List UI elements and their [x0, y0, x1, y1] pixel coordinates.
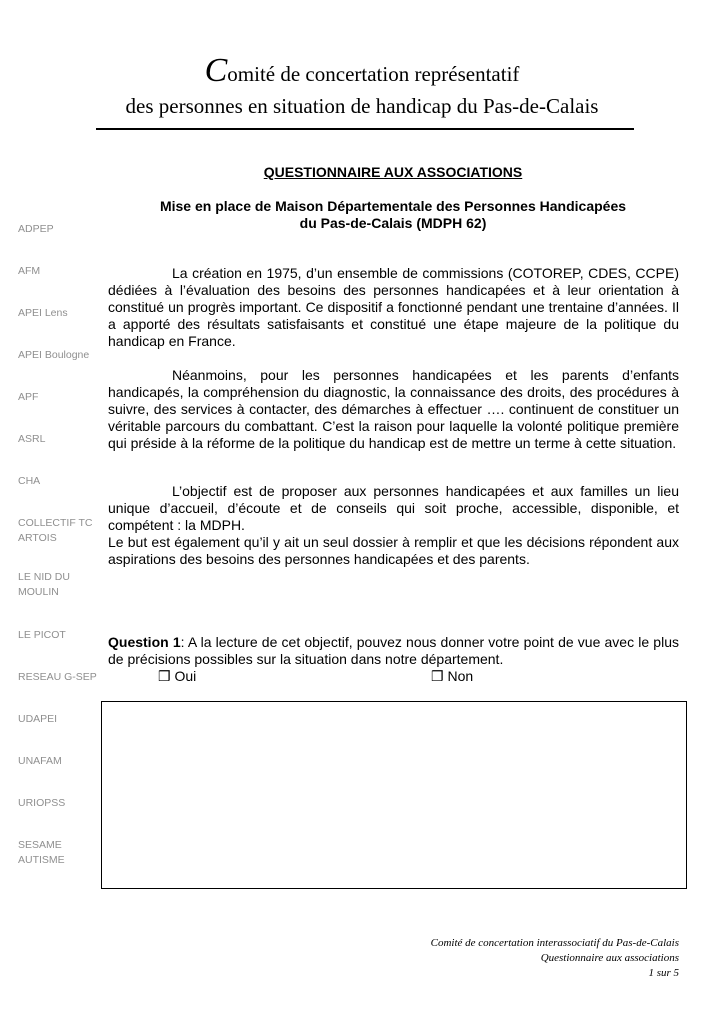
sidebar-item: LE PICOT — [18, 629, 66, 641]
body-paragraph-2 — [108, 367, 679, 452]
sidebar-item: ASRL — [18, 433, 46, 445]
footer-line-1: Comité de concertation interassociatif du Pas-de-Calais — [430, 937, 679, 949]
sidebar-item: ADPEP — [18, 223, 54, 235]
paragraph-text: L’objectif est de proposer aux personnes handicapées et aux familles un lieu unique d’accueil, d’écoute et de conseils qui soit proche, accessible, disponible, et compétent : la MDPH. — [108, 483, 679, 533]
header-divider — [96, 128, 634, 130]
option-non[interactable] — [431, 668, 473, 685]
paragraph-text: Néanmoins, pour les personnes handicapées et les parents d’enfants handicapés, la compréhension du diagnostic, la connaissance des droits, des procédures à suivre, des services à contacter, des démarches à effectuer …. continuent de constituer un véritable parcours du combattant. C’est la raison pour laquelle la volonté politique première qui préside à la réforme de la politique du handicap est de mettre un terme à cette situation. — [108, 367, 679, 451]
option-non-label: Non — [447, 668, 474, 684]
question-label: Question 1 — [108, 634, 181, 650]
body-paragraph-3 — [108, 483, 679, 568]
paragraph-text: La création en 1975, d’un ensemble de commissions (COTOREP, CDES, CCPE) dédiées à l’évaluation des besoins des personnes handicapées et à leur orientation à constitué un progrès important. Ce dispositif a fonctionné pendant une trentaine d’années. Il a apporté des résultats satisfaisants et constitué une étape majeure de la politique du handicap en France. — [108, 265, 679, 349]
checkbox-icon[interactable]: ❒ — [158, 668, 171, 684]
header-line-1 — [0, 54, 724, 88]
body-paragraph-1 — [108, 265, 679, 350]
footer-line-2: Questionnaire aux associations — [540, 952, 679, 964]
subtitle-line-2: du Pas-de-Calais (MDPH 62) — [299, 215, 487, 231]
sidebar-item: RESEAU G-SEP — [18, 671, 97, 683]
checkbox-icon[interactable]: ❒ — [431, 668, 444, 684]
sidebar-item: CHA — [18, 475, 41, 487]
sidebar-item: COLLECTIF TC ARTOIS — [18, 517, 93, 544]
option-oui-label: Oui — [174, 668, 197, 684]
header-line-1-text: omité de concertation représentatif — [227, 62, 520, 86]
answer-box[interactable] — [101, 701, 687, 889]
page-number: 1 sur 5 — [648, 967, 679, 979]
document-title: QUESTIONNAIRE AUX ASSOCIATIONS — [263, 164, 523, 180]
header-initial: C — [204, 52, 228, 89]
sidebar-item: APEI Boulogne — [18, 349, 90, 361]
sidebar-item: AFM — [18, 265, 41, 277]
question-1 — [108, 634, 679, 668]
sidebar-item: UDAPEI — [18, 713, 58, 725]
document-subtitle — [108, 198, 678, 232]
sidebar-item: LE NID DU MOULIN — [18, 571, 70, 598]
sidebar-item: URIOPSS — [18, 797, 66, 809]
paragraph-text: Le but est également qu’il y ait un seul dossier à remplir et que les décisions répondent aux aspirations des besoins des personnes handicapées et des parents. — [108, 534, 679, 567]
page-footer — [431, 936, 679, 981]
subtitle-line-1: Mise en place de Maison Départementale des Personnes Handicapées — [159, 198, 627, 214]
sidebar-item: UNAFAM — [18, 755, 62, 767]
option-oui[interactable] — [158, 668, 196, 685]
sidebar-item: SESAME AUTISME — [18, 839, 65, 866]
sidebar-item: APF — [18, 391, 39, 403]
sidebar-item: APEI Lens — [18, 307, 68, 319]
header-line-2: des personnes en situation de handicap du Pas-de-Calais — [125, 94, 599, 118]
question-text: : A la lecture de cet objectif, pouvez nous donner votre point de vue avec le plus de précisions possibles sur la situation dans notre département. — [108, 634, 679, 667]
